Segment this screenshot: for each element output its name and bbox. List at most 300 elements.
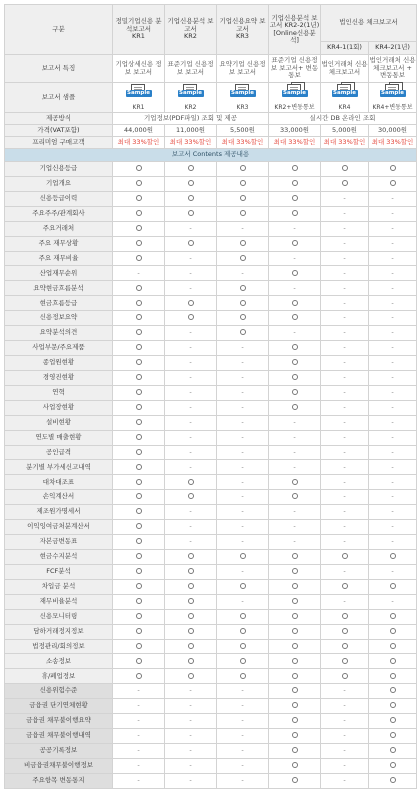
row-cell (113, 251, 165, 266)
row-label: 공공기록정보 (5, 743, 113, 758)
row-cell (321, 341, 369, 356)
circle-icon (188, 479, 194, 485)
circle-icon (188, 658, 194, 664)
row-cell (217, 400, 269, 415)
row-cell (269, 624, 321, 639)
row-cell (269, 729, 321, 744)
row-label: 산업재무순위 (5, 266, 113, 281)
dash-mark: - (343, 746, 346, 755)
sample-caption: KR1 (132, 103, 145, 111)
table-row (5, 699, 417, 714)
table-row (5, 326, 417, 341)
row-cell (165, 206, 217, 221)
sample-cell[interactable] (369, 83, 417, 113)
row-cell (217, 221, 269, 236)
row-cell (113, 341, 165, 356)
circle-icon (240, 658, 246, 664)
row-cell (113, 460, 165, 475)
row-cell (321, 714, 369, 729)
circle-icon (136, 285, 142, 291)
dash-mark: - (189, 507, 192, 516)
sample-report-stack-icon[interactable]: Sample (380, 84, 406, 100)
row-cell (165, 191, 217, 206)
row-cell (369, 355, 417, 370)
row-cell (165, 535, 217, 550)
row-label: 이익잉여금처분계산서 (5, 520, 113, 535)
row-cell (269, 162, 321, 177)
circle-icon (292, 568, 298, 574)
circle-icon (188, 300, 194, 306)
row-cell (165, 505, 217, 520)
row-cell (217, 370, 269, 385)
circle-icon (136, 493, 142, 499)
row-cell (269, 609, 321, 624)
circle-icon (240, 613, 246, 619)
dash-mark: - (391, 328, 394, 337)
dash-mark: - (241, 776, 244, 784)
circle-icon (188, 583, 194, 589)
row-cell (269, 385, 321, 400)
row-cell (369, 669, 417, 684)
row-label: 경영진현황 (5, 370, 113, 385)
table-row (5, 370, 417, 385)
table-row (5, 296, 417, 311)
circle-icon (136, 628, 142, 634)
row-cell (113, 326, 165, 341)
dash-mark: - (241, 343, 244, 352)
row-cell (369, 549, 417, 564)
price-cell: 44,000원 (113, 125, 165, 137)
circle-icon (136, 404, 142, 410)
circle-icon (136, 508, 142, 514)
row-label: 차입금 분석 (5, 579, 113, 594)
dash-mark: - (391, 417, 394, 426)
dash-mark: - (343, 253, 346, 262)
circle-icon (136, 598, 142, 604)
circle-icon (136, 165, 142, 171)
dash-mark: - (189, 776, 192, 784)
row-cell (113, 370, 165, 385)
table-row (5, 430, 417, 445)
row-cell (217, 341, 269, 356)
row-cell (165, 162, 217, 177)
circle-icon (390, 165, 396, 171)
circle-icon (292, 553, 298, 559)
row-cell (217, 773, 269, 788)
table-row (5, 579, 417, 594)
row-cell (321, 669, 369, 684)
table-row (5, 564, 417, 579)
row-cell (369, 624, 417, 639)
circle-icon (240, 195, 246, 201)
dash-mark: - (343, 223, 346, 232)
sample-report-icon[interactable]: Sample (178, 84, 204, 100)
row-cell (165, 221, 217, 236)
circle-icon (292, 389, 298, 395)
row-cell (369, 639, 417, 654)
dash-mark: - (343, 701, 346, 710)
row-label: 담하거래정지정보 (5, 624, 113, 639)
dash-mark: - (391, 522, 394, 531)
row-cell (269, 430, 321, 445)
row-cell (321, 743, 369, 758)
circle-icon (292, 747, 298, 753)
row-cell (369, 341, 417, 356)
row-cell (113, 311, 165, 326)
row-label: 요약분석의견 (5, 326, 113, 341)
row-cell (369, 773, 417, 788)
row-cell (269, 176, 321, 191)
dash-mark: - (343, 343, 346, 352)
header-kr4-2: KR4-2(1년) (369, 42, 417, 55)
header-gubun: 구분 (5, 5, 113, 55)
row-cell (113, 162, 165, 177)
row-cell (165, 773, 217, 788)
circle-icon (390, 732, 396, 738)
row-cell (217, 236, 269, 251)
circle-icon (136, 673, 142, 679)
row-cell (113, 758, 165, 773)
circle-icon (240, 329, 246, 335)
circle-icon (136, 359, 142, 365)
row-cell (269, 296, 321, 311)
dash-mark: - (343, 477, 346, 486)
row-label: 금융권 채무불이행내역 (5, 729, 113, 744)
feature-cell: 요약기업 신용정보 보고서 (217, 55, 269, 83)
circle-icon (136, 225, 142, 231)
row-label: 설비현황 (5, 415, 113, 430)
circle-icon (188, 314, 194, 320)
circle-icon (136, 434, 142, 440)
row-cell (321, 490, 369, 505)
row-cell (217, 266, 269, 281)
dash-mark: - (137, 701, 140, 710)
sample-report-icon[interactable]: Sample (126, 84, 152, 100)
row-cell (165, 251, 217, 266)
dash-mark: - (343, 313, 346, 322)
circle-icon (136, 210, 142, 216)
row-cell (369, 385, 417, 400)
table-row (5, 251, 417, 266)
method-label: 제공방식 (5, 113, 113, 125)
kr2-name: 기업신용분석 보고서 (167, 17, 214, 33)
row-cell (369, 714, 417, 729)
row-cell (113, 564, 165, 579)
table-row (5, 162, 417, 177)
kr2-code: KR2 (184, 32, 197, 41)
dash-mark: - (391, 402, 394, 411)
row-cell (165, 520, 217, 535)
row-cell (165, 266, 217, 281)
row-cell (321, 639, 369, 654)
row-cell (269, 743, 321, 758)
dash-mark: - (391, 477, 394, 486)
row-cell (217, 624, 269, 639)
table-row (5, 191, 417, 206)
row-cell (217, 445, 269, 460)
row-cell (269, 714, 321, 729)
row-cell (369, 758, 417, 773)
row-cell (165, 176, 217, 191)
sample-cell[interactable] (269, 83, 321, 113)
sample-cell[interactable] (113, 83, 165, 113)
table-row (5, 460, 417, 475)
row-cell (369, 206, 417, 221)
row-label: 사업장현황 (5, 400, 113, 415)
premium-cell: 최대 33%할인 (269, 137, 321, 149)
row-label: 연혁 (5, 385, 113, 400)
price-cell: 5,500원 (217, 125, 269, 137)
row-label: 신용정보요약 (5, 311, 113, 326)
row-cell (217, 639, 269, 654)
row-cell (321, 729, 369, 744)
circle-icon (390, 747, 396, 753)
row-cell (321, 176, 369, 191)
row-label: 금융권 채무불이행요약 (5, 714, 113, 729)
feature-label: 보고서 특징 (5, 55, 113, 83)
dash-mark: - (241, 432, 244, 441)
row-cell (321, 520, 369, 535)
row-cell (217, 430, 269, 445)
dash-mark: - (241, 507, 244, 516)
dash-mark: - (241, 447, 244, 456)
row-cell (217, 564, 269, 579)
circle-icon (188, 568, 194, 574)
row-cell (217, 699, 269, 714)
row-cell (113, 355, 165, 370)
dash-mark: - (189, 447, 192, 456)
table-row (5, 415, 417, 430)
circle-icon (292, 180, 298, 186)
feature-cell: 표준기업 신용정보 보고서+ 변동통보 (269, 55, 321, 83)
row-cell (269, 594, 321, 609)
dash-mark: - (391, 358, 394, 367)
row-cell (165, 355, 217, 370)
circle-icon (188, 643, 194, 649)
contents-section-header (5, 149, 417, 162)
row-cell (113, 579, 165, 594)
row-cell (113, 743, 165, 758)
premium-row (5, 137, 417, 149)
circle-icon (136, 449, 142, 455)
dash-mark: - (391, 373, 394, 382)
row-cell (321, 773, 369, 788)
dash-mark: - (391, 537, 394, 546)
circle-icon (136, 329, 142, 335)
circle-icon (292, 673, 298, 679)
circle-icon (390, 553, 396, 559)
row-cell (113, 549, 165, 564)
table-row (5, 609, 417, 624)
row-label: 기업개요 (5, 176, 113, 191)
table-row (5, 639, 417, 654)
dash-mark: - (293, 507, 296, 516)
row-cell (217, 549, 269, 564)
row-cell (217, 714, 269, 729)
feature-cell: 표준기업 신용정보 보고서 (165, 55, 217, 83)
dash-mark: - (137, 731, 140, 740)
row-cell (321, 475, 369, 490)
circle-icon (342, 643, 348, 649)
dash-mark: - (241, 716, 244, 725)
row-cell (269, 236, 321, 251)
row-cell (269, 370, 321, 385)
row-cell (321, 281, 369, 296)
sample-cell[interactable] (321, 83, 369, 113)
row-cell (369, 281, 417, 296)
row-cell (269, 684, 321, 699)
dash-mark: - (189, 522, 192, 531)
circle-icon (292, 717, 298, 723)
row-cell (321, 579, 369, 594)
header-row (5, 5, 417, 42)
table-row (5, 266, 417, 281)
row-cell (369, 236, 417, 251)
table-row (5, 206, 417, 221)
table-row (5, 385, 417, 400)
row-cell (321, 370, 369, 385)
circle-icon (292, 493, 298, 499)
circle-icon (390, 717, 396, 723)
row-cell (165, 684, 217, 699)
row-cell (269, 415, 321, 430)
row-label: 공인급격 (5, 445, 113, 460)
dash-mark: - (343, 731, 346, 740)
dash-mark: - (343, 686, 346, 695)
dash-mark: - (391, 208, 394, 217)
row-label: 주요 재무비율 (5, 251, 113, 266)
circle-icon (240, 583, 246, 589)
dash-mark: - (391, 492, 394, 501)
circle-icon (136, 583, 142, 589)
dash-mark: - (391, 567, 394, 576)
sample-report-stack-icon[interactable]: Sample (282, 84, 308, 100)
circle-icon (240, 314, 246, 320)
dash-mark: - (137, 746, 140, 755)
dash-mark: - (391, 343, 394, 352)
table-row (5, 520, 417, 535)
dash-mark: - (343, 358, 346, 367)
dash-mark: - (189, 283, 192, 292)
circle-icon (292, 613, 298, 619)
row-cell (369, 594, 417, 609)
dash-mark: - (189, 761, 192, 770)
row-cell (369, 490, 417, 505)
row-cell (165, 669, 217, 684)
row-cell (165, 564, 217, 579)
row-label: 종업원현황 (5, 355, 113, 370)
circle-icon (390, 180, 396, 186)
dash-mark: - (241, 522, 244, 531)
dash-mark: - (241, 358, 244, 367)
row-label: FCF분석 (5, 564, 113, 579)
circle-icon (136, 344, 142, 350)
sample-row (5, 83, 417, 113)
premium-cell: 최대 33%할인 (369, 137, 417, 149)
sample-caption: KR4+변동통보 (372, 103, 413, 111)
row-cell (113, 400, 165, 415)
dash-mark: - (241, 596, 244, 605)
dash-mark: - (293, 537, 296, 546)
circle-icon (292, 583, 298, 589)
row-label: 사업부문/주요제품 (5, 341, 113, 356)
row-cell (165, 370, 217, 385)
dash-mark: - (293, 223, 296, 232)
dash-mark: - (293, 253, 296, 262)
dash-mark: - (241, 462, 244, 471)
row-cell (369, 221, 417, 236)
dash-mark: - (391, 388, 394, 397)
row-cell (217, 594, 269, 609)
dash-mark: - (293, 522, 296, 531)
circle-icon (292, 359, 298, 365)
row-cell (113, 191, 165, 206)
row-cell (113, 415, 165, 430)
circle-icon (342, 673, 348, 679)
row-cell (369, 296, 417, 311)
sample-cell[interactable] (165, 83, 217, 113)
sample-cell[interactable] (217, 83, 269, 113)
row-cell (269, 400, 321, 415)
circle-icon (292, 479, 298, 485)
dash-mark: - (391, 268, 394, 277)
row-cell (217, 281, 269, 296)
row-cell (321, 400, 369, 415)
dash-mark: - (293, 328, 296, 337)
circle-icon (390, 643, 396, 649)
table-row (5, 729, 417, 744)
row-cell (269, 549, 321, 564)
row-cell (369, 743, 417, 758)
row-label: 현금수지분석 (5, 549, 113, 564)
row-cell (269, 669, 321, 684)
row-cell (217, 684, 269, 699)
row-cell (369, 564, 417, 579)
circle-icon (390, 613, 396, 619)
row-cell (269, 639, 321, 654)
circle-icon (136, 255, 142, 261)
row-cell (165, 624, 217, 639)
dash-mark: - (391, 253, 394, 262)
row-cell (369, 251, 417, 266)
row-label: 대차대조표 (5, 475, 113, 490)
row-cell (321, 206, 369, 221)
circle-icon (390, 687, 396, 693)
table-row (5, 594, 417, 609)
row-cell (217, 385, 269, 400)
dash-mark: - (343, 328, 346, 337)
row-label: 신용위험수준 (5, 684, 113, 699)
sample-report-stack-icon[interactable]: Sample (332, 84, 358, 100)
table-row (5, 684, 417, 699)
sample-report-icon[interactable]: Sample (230, 84, 256, 100)
row-cell (217, 520, 269, 535)
dash-mark: - (391, 238, 394, 247)
circle-icon (240, 285, 246, 291)
row-cell (269, 460, 321, 475)
row-cell (321, 221, 369, 236)
row-cell (165, 460, 217, 475)
feature-cell: 법인거래처 신용체크보고서 + 변동통보 (369, 55, 417, 83)
row-cell (217, 758, 269, 773)
row-cell (369, 579, 417, 594)
row-cell (369, 460, 417, 475)
table-row (5, 505, 417, 520)
dash-mark: - (241, 417, 244, 426)
row-cell (217, 669, 269, 684)
table-row (5, 355, 417, 370)
row-cell (369, 415, 417, 430)
